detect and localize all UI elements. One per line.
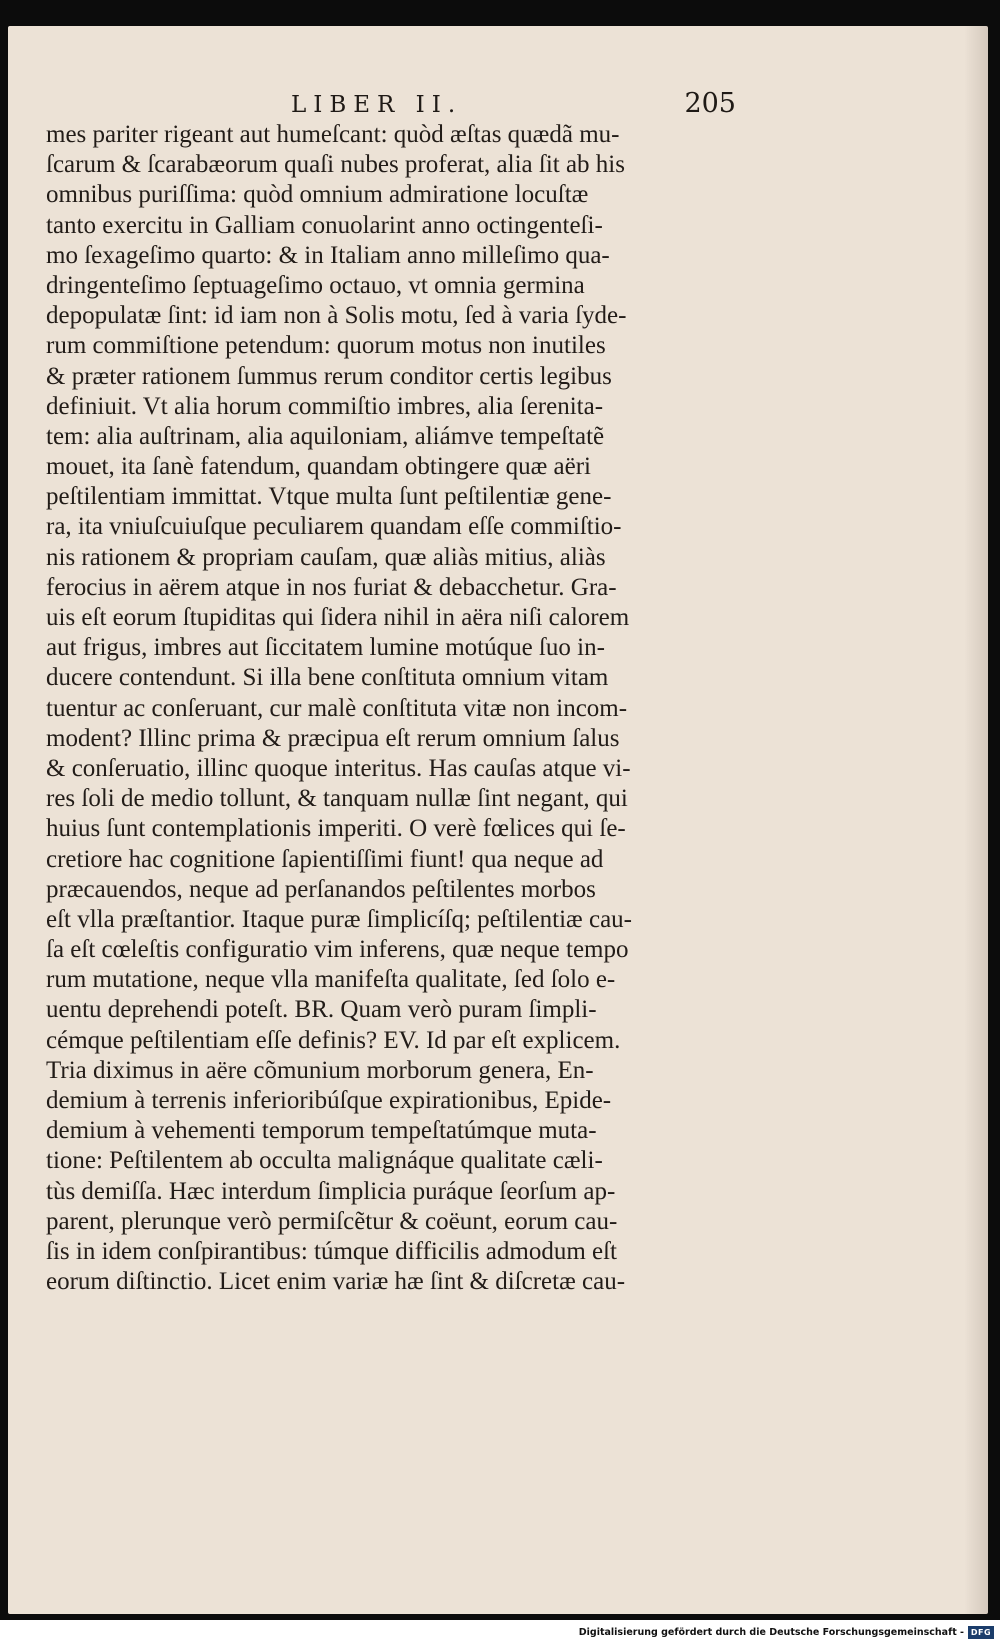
text-line: parent, plerunque verò permiſcẽtur & coëunt, eorum cau- xyxy=(46,1207,618,1235)
text-line: tem: alia auſtrinam, alia aquiloniam, aliámve tempeſtatẽ xyxy=(46,422,605,450)
digitization-footer xyxy=(579,1624,994,1640)
text-line: ducere contendunt. Si illa bene conſtituta omnium vitam xyxy=(46,664,609,692)
page-number: 205 xyxy=(684,88,736,119)
text-line: modent? Illinc prima & præcipua eſt rerum omnium ſalus xyxy=(46,724,620,752)
text-line: & præter rationem ſummus rerum conditor certis legibus xyxy=(46,362,612,390)
text-line: huius ſunt contemplationis imperiti. O verè fœlices qui ſe- xyxy=(46,815,626,843)
text-line: uentu deprehendi poteſt. BR. Quam verò puram ſimpli- xyxy=(46,996,597,1024)
text-line: uis eſt eorum ſtupiditas qui ſidera nihil in aëra niſi calorem xyxy=(46,604,630,631)
text-line: ſis in idem conſpirantibus: túmque difficilis admodum eſt xyxy=(46,1237,617,1265)
text-line: cretiore hac cognitione ſapientiſſimi fiunt! qua neque ad xyxy=(46,845,604,873)
text-line: nis rationem & propriam cauſam, quæ aliàs mitius, aliàs xyxy=(46,543,606,571)
text-line: ra, ita vniuſcuiuſque peculiarem quandam eſſe commiſtio- xyxy=(46,513,622,541)
text-line: mo ſexageſimo quarto: & in Italiam anno milleſimo qua- xyxy=(46,241,610,269)
funding-notice: Digitalisierung gefördert durch die Deutsche Forschungsgemeinschaft - xyxy=(578,1626,964,1638)
text-line: rum commiſtione petendum: quorum motus non inutiles xyxy=(46,332,606,360)
text-line: & conſeruatio, illinc quoque interitus. Has cauſas atque vi- xyxy=(46,754,631,782)
text-line: depopulatæ ſint: id iam non à Solis motu, ſed à varia ſyde- xyxy=(46,302,627,330)
text-line: ſcarum & ſcarabæorum quaſi nubes proferat, alia ſit ab his xyxy=(46,151,625,179)
text-line: aut frigus, imbres aut ſiccitatem lumine motúque ſuo in- xyxy=(46,634,605,662)
text-line: ferocius in aërem atque in nos furiat & debacchetur. Gra- xyxy=(46,573,617,601)
text-line: demium à terrenis inferioribúſque expirationibus, Epide- xyxy=(46,1087,612,1114)
text-line: mes pariter rigeant aut humeſcant: quòd æſtas quædã mu- xyxy=(46,121,620,148)
text-line: rum mutatione, neque vlla manifeſta qualitate, ſed ſolo e- xyxy=(46,966,616,994)
text-line: res ſoli de medio tollunt, & tanquam nullæ ſint negant, qui xyxy=(46,785,628,813)
text-line: tione: Peſtilentem ab occulta malignáque qualitate cæli- xyxy=(46,1147,603,1175)
text-line: eſt vlla præſtantior. Itaque puræ ſimplicíſq; peſtilentiæ cau- xyxy=(46,905,632,933)
text-line: tuentur ac conſeruant, cur malè conſtituta vitæ non incom- xyxy=(46,694,628,722)
text-line: tùs demiſſa. Hæc interdum ſimplicia puráque ſeorſum ap- xyxy=(46,1177,616,1205)
text-line: omnibus puriſſima: quòd omnium admiratione locuſtæ xyxy=(46,181,589,209)
book-page xyxy=(8,26,988,1614)
text-line: dringenteſimo ſeptuageſimo octauo, vt omnia germina xyxy=(46,271,585,299)
text-line: mouet, ita ſanè fatendum, quandam obtingere quæ aëri xyxy=(46,453,591,481)
text-line: definiuit. Vt alia horum commiſtio imbres, alia ſerenita- xyxy=(46,392,604,420)
text-line: demium à vehementi temporum tempeſtatúmque muta- xyxy=(46,1117,597,1145)
text-line: peſtilentiam immittat. Vtque multa ſunt peſtilentiæ gene- xyxy=(46,483,612,511)
running-head-title: LIBER II. xyxy=(291,92,463,118)
body-text xyxy=(46,120,746,1297)
text-line: cémque peſtilentiam eſſe definis? EV. Id par eſt explicem. xyxy=(46,1026,621,1054)
text-line: eorum diſtinctio. Licet enim variæ hæ ſint & diſcretæ cau- xyxy=(46,1268,626,1296)
dfg-logo: DFG xyxy=(968,1626,994,1639)
text-line: Tria diximus in aëre cõmunium morborum genera, En- xyxy=(46,1056,594,1084)
text-line: tanto exercitu in Galliam conuolarint anno octingenteſi- xyxy=(46,211,603,239)
text-line: præcauendos, neque ad perſanandos peſtilentes morbos xyxy=(46,875,596,903)
text-line: ſa eſt cœleſtis configuratio vim inferens, quæ neque tempo xyxy=(46,936,629,964)
